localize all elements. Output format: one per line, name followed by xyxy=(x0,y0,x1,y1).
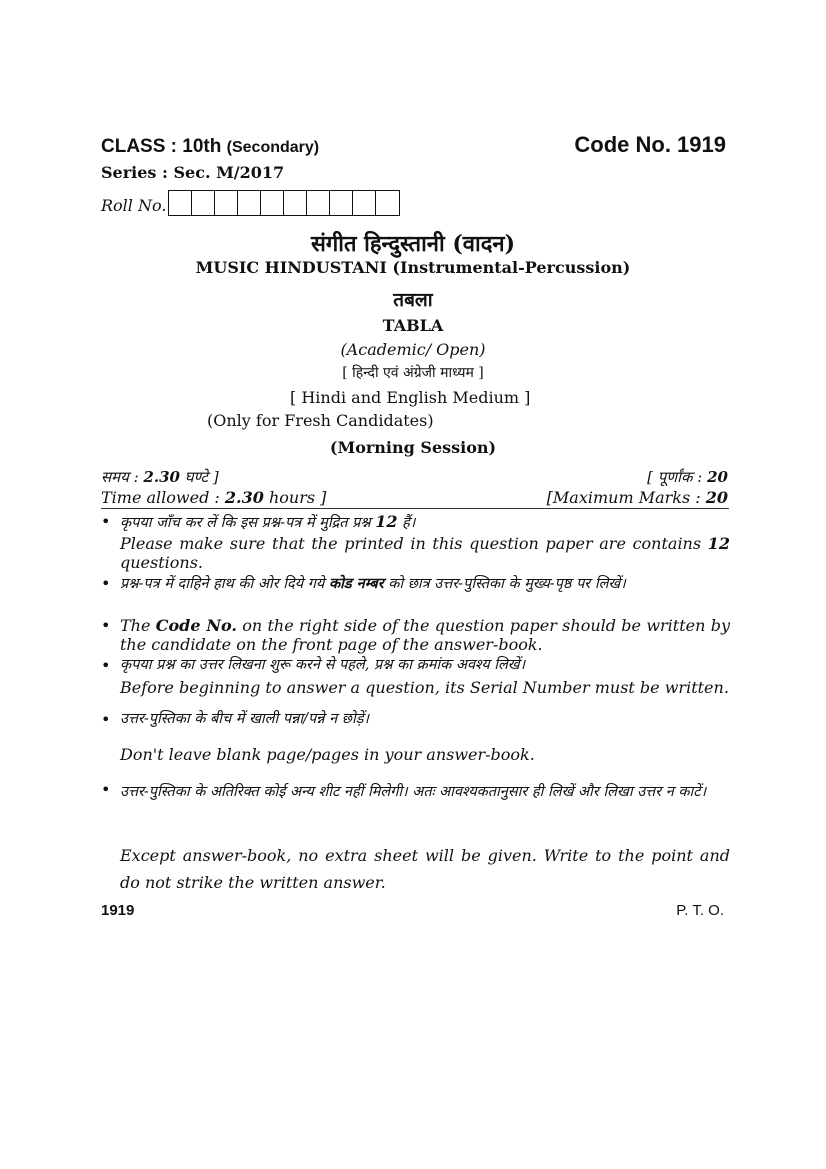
i1-en-b: questions. xyxy=(120,553,204,572)
maximum-marks xyxy=(547,488,728,507)
code-number: Code No. 1919 xyxy=(574,132,726,157)
time-allowed xyxy=(101,488,326,507)
marks-hindi-prefix: [ पूर्णांक : xyxy=(647,468,708,486)
i2-hi-b: को छात्र उत्तर-पुस्तिका के मुख्य-पृष्ठ पर लिखें। xyxy=(383,576,626,592)
time-hindi-suffix: घण्टे ] xyxy=(179,468,219,486)
time-value: 2.30 xyxy=(143,468,180,486)
i3-en-bold: Code No. xyxy=(155,616,237,635)
pto-label: P. T. O. xyxy=(676,902,724,919)
bullet-icon: • xyxy=(101,656,111,675)
bullet-icon: • xyxy=(101,780,111,799)
instruction-4-hindi: कृपया प्रश्न का उत्तर लिखना शुरू करने से पहले, प्रश्न का क्रमांक अवश्य लिखें। xyxy=(120,657,526,673)
hindi-title: संगीत हिन्दुस्तानी (वादन) xyxy=(310,231,516,257)
i1-hi-num: 12 xyxy=(375,512,398,531)
roll-box[interactable] xyxy=(192,191,215,215)
instruction-5-english: Don't leave blank page/pages in your answer-book. xyxy=(120,745,535,764)
i1-hi-a: कृपया जाँच कर लें कि इस प्रश्न-पत्र में मुद्रित प्रश्न xyxy=(120,515,376,531)
i3-en-a: The xyxy=(120,616,156,635)
bullet-icon: • xyxy=(101,512,111,531)
english-title: MUSIC HINDUSTANI (Instrumental-Percussion) xyxy=(195,258,631,277)
roll-box[interactable] xyxy=(353,191,376,215)
marks-hindi xyxy=(647,467,728,487)
instruction-1-english xyxy=(120,534,730,572)
session-label: (Morning Session) xyxy=(329,438,497,457)
i1-en-a: Please make sure that the printed in this question paper are contains xyxy=(120,534,708,553)
hindi-medium-label: [ हिन्दी एवं अंग्रेजी माध्यम ] xyxy=(342,365,484,381)
divider-rule xyxy=(101,508,729,509)
marks-value: 20 xyxy=(707,468,728,486)
i1-hi-b: हैं। xyxy=(397,515,416,531)
time-en-prefix: Time allowed : xyxy=(101,488,225,507)
bullet-icon: • xyxy=(101,710,111,729)
fresh-candidates-label: (Only for Fresh Candidates) xyxy=(207,411,434,430)
bullet-icon: • xyxy=(101,616,111,635)
roll-number-boxes[interactable] xyxy=(168,190,400,216)
marks-en-prefix: [Maximum Marks : xyxy=(546,488,706,507)
roll-box[interactable] xyxy=(330,191,353,215)
i2-hi-a: प्रश्न-पत्र में दाहिने हाथ की ओर दिये गये xyxy=(120,576,329,592)
roll-number-label: Roll No. xyxy=(101,196,167,215)
roll-box[interactable] xyxy=(307,191,330,215)
instruction-2-hindi xyxy=(120,574,730,594)
class-text: CLASS : 10th xyxy=(101,136,222,157)
time-en-value: 2.30 xyxy=(224,488,264,507)
roll-box[interactable] xyxy=(238,191,261,215)
i2-hi-bold: कोड नम्बर xyxy=(328,575,384,592)
i3-en-b: on the right side of the question paper should be written by the candidate on the front page of the answer-book. xyxy=(120,616,730,654)
instruction-4-english: Before beginning to answer a question, its Serial Number must be written. xyxy=(120,678,729,697)
time-en-suffix: hours ] xyxy=(263,488,327,507)
class-label xyxy=(101,136,319,158)
instruction-3-english xyxy=(120,616,730,654)
class-suffix: (Secondary) xyxy=(226,139,320,156)
roll-box[interactable] xyxy=(376,191,399,215)
academic-open-label: (Academic/ Open) xyxy=(340,340,486,359)
instruction-5-hindi: उत्तर-पुस्तिका के बीच में खाली पन्ना/पन्ने न छोड़ें। xyxy=(120,711,369,727)
footer-code: 1919 xyxy=(101,902,135,919)
english-subtitle: TABLA xyxy=(382,316,444,335)
roll-box[interactable] xyxy=(215,191,238,215)
i1-en-num: 12 xyxy=(707,534,730,553)
roll-box[interactable] xyxy=(169,191,192,215)
roll-box[interactable] xyxy=(261,191,284,215)
instruction-1-hindi xyxy=(120,512,730,533)
bullet-icon: • xyxy=(101,574,111,593)
roll-box[interactable] xyxy=(284,191,307,215)
english-medium-label: [ Hindi and English Medium ] xyxy=(290,388,531,407)
marks-en-value: 20 xyxy=(705,488,728,507)
time-hindi xyxy=(101,467,219,487)
time-hindi-prefix: समय : xyxy=(101,468,144,486)
instruction-6-english: Except answer-book, no extra sheet will be given. Write to the point and do not strike the written answer. xyxy=(120,846,730,892)
series-label: Series : Sec. M/2017 xyxy=(101,163,285,182)
instruction-6-hindi: उत्तर-पुस्तिका के अतिरिक्त कोई अन्य शीट नहीं मिलेगी। अतः आवश्यकतानुसार ही लिखें और लिखा उत्तर न काटें। xyxy=(120,784,707,800)
hindi-subtitle: तबला xyxy=(393,289,433,311)
